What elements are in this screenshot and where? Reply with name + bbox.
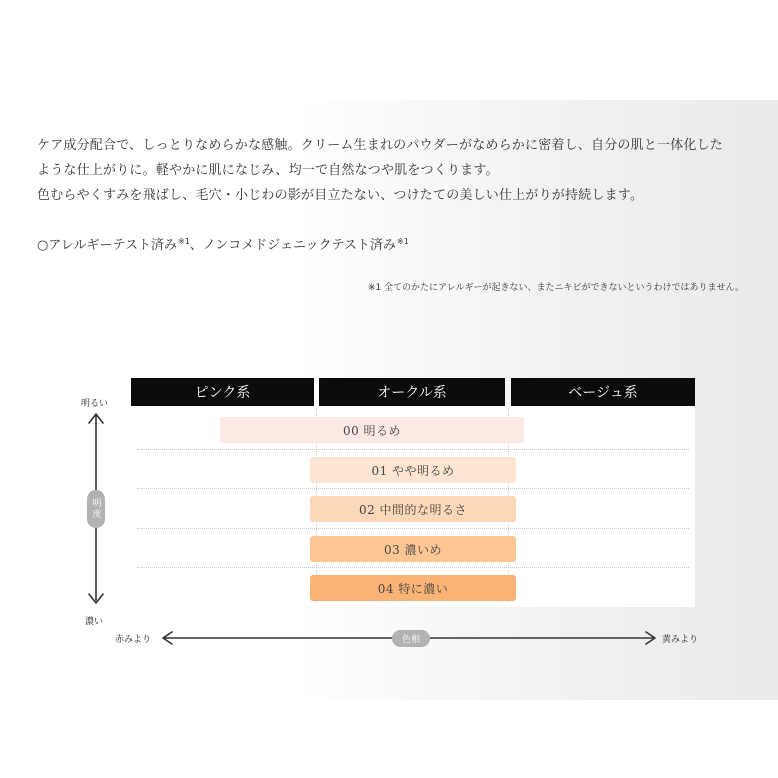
footnote-marker: ※1 bbox=[396, 237, 409, 246]
comedogenic-test-claim: ノンコメドジェニックテスト済み bbox=[202, 238, 396, 253]
description-line: ような仕上がりに。軽やかに肌になじみ、均一で自然なつや肌をつくります。 bbox=[37, 163, 499, 178]
footnote: ※1 全てのかたにアレルギーが起きない、またニキビができないというわけではありません。 bbox=[367, 283, 744, 293]
description-line: 色むらやくすみを飛ばし、毛穴・小じわの影が目立たない、つけたての美しい仕上がりが持続します。 bbox=[37, 188, 644, 203]
description-line: ケア成分配合で、しっとりなめらかな感触。クリーム生まれのパウダーがなめらかに密着し、自分の肌と一体化した bbox=[37, 138, 724, 153]
claim-separator: 、 bbox=[189, 238, 203, 253]
shade-01: 01 やや明るめ bbox=[310, 457, 516, 483]
column-header-pink: ピンク系 bbox=[131, 378, 314, 406]
column-header-beige: ベージュ系 bbox=[511, 378, 695, 406]
column-header-ochre: オークル系 bbox=[319, 378, 505, 406]
allergy-test-claim: ○アレルギーテスト済み bbox=[37, 238, 177, 253]
axis-title-hue: 色相 bbox=[392, 630, 430, 647]
axis-label-bright: 明るい bbox=[81, 399, 109, 409]
axis-title-brightness: 明度 bbox=[87, 490, 105, 528]
shade-03: 03 濃いめ bbox=[310, 536, 516, 562]
footnote-marker: ※1 bbox=[177, 237, 190, 246]
shade-00: 00 明るめ bbox=[220, 417, 524, 443]
shade-04: 04 特に濃い bbox=[310, 575, 516, 601]
axis-label-reddish: 赤みより bbox=[115, 635, 152, 645]
axis-label-dark: 濃い bbox=[85, 617, 104, 627]
shade-02: 02 中間的な明るさ bbox=[310, 496, 516, 522]
axis-label-yellowish: 黄みより bbox=[662, 635, 699, 645]
